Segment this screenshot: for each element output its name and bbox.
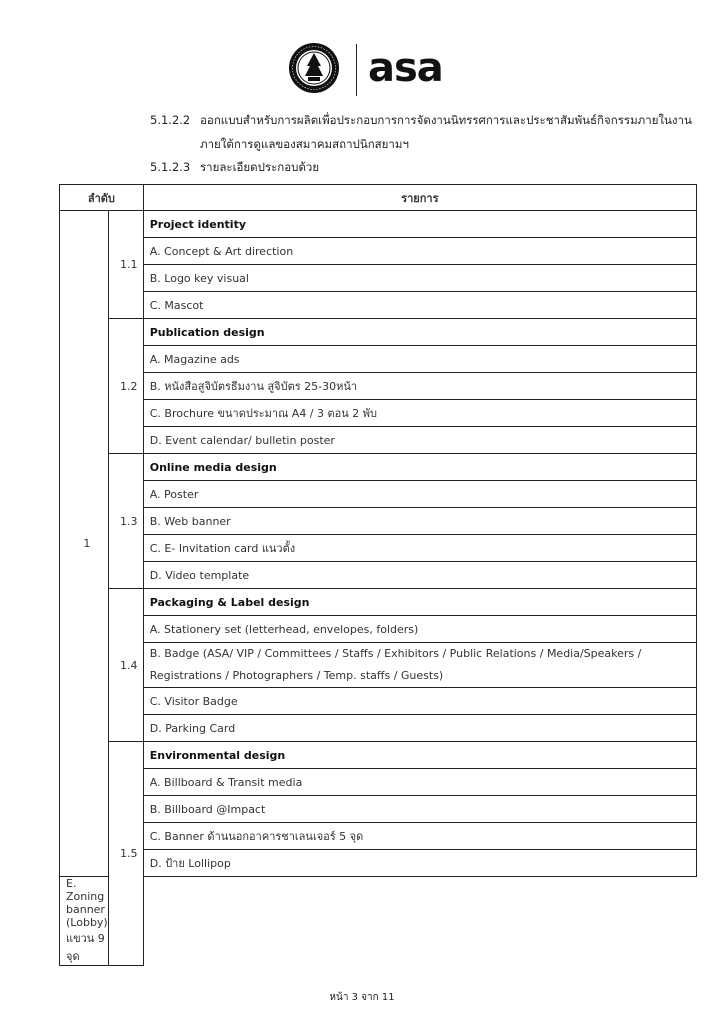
header-logos	[288, 42, 458, 102]
list-item: C. E- Invitation card แนวตั้ง	[143, 535, 696, 562]
table-row	[60, 265, 697, 292]
paragraph-text: รายละเอียดประกอบด้วย	[200, 160, 320, 174]
row-number: 1	[60, 211, 109, 877]
table-row	[60, 823, 697, 850]
table-row	[60, 589, 697, 616]
list-item: D. Video template	[143, 562, 696, 589]
table-row	[60, 481, 697, 508]
asa-logo: asa	[368, 45, 443, 91]
paragraph-5-1-2-3	[150, 159, 319, 175]
section-title: Online media design	[143, 454, 696, 481]
list-item: D. ป้าย Lollipop	[143, 850, 696, 877]
table-row	[60, 508, 697, 535]
list-item: C. Mascot	[143, 292, 696, 319]
table-row	[60, 877, 697, 966]
table-row	[60, 400, 697, 427]
paragraph-5-1-2-2	[150, 112, 692, 128]
paragraph-5-1-2-2-cont	[200, 136, 409, 152]
table-row	[60, 688, 697, 715]
table-row	[60, 535, 697, 562]
table-row	[60, 373, 697, 400]
table-row	[60, 454, 697, 481]
table-header-row	[60, 185, 697, 211]
section-number: 1.2	[108, 319, 143, 454]
list-item: C. Visitor Badge	[143, 688, 696, 715]
table-row	[60, 292, 697, 319]
table-row	[60, 562, 697, 589]
paragraph-number: 5.1.2.2	[150, 113, 191, 127]
list-item: D. Event calendar/ bulletin poster	[143, 427, 696, 454]
table-row	[60, 616, 697, 643]
list-item: B. Web banner	[143, 508, 696, 535]
table-row	[60, 850, 697, 877]
list-item: A. Poster	[143, 481, 696, 508]
list-item: B. Logo key visual	[143, 265, 696, 292]
table-row	[60, 238, 697, 265]
list-item: A. Stationery set (letterhead, envelopes, folders)	[143, 616, 696, 643]
section-number: 1.4	[108, 589, 143, 742]
header-items: รายการ	[143, 185, 696, 211]
list-item: C. Brochure ขนาดประมาณ A4 / 3 ตอน 2 พับ	[143, 400, 696, 427]
table-row	[60, 796, 697, 823]
logo-divider	[356, 44, 357, 96]
table-row	[60, 769, 697, 796]
table-row	[60, 643, 697, 688]
list-item: B. Badge (ASA/ VIP / Committees / Staffs / Exhibitors / Public Relations / Media/Speakers / Registrations / Photographers / Temp. staffs / Guests)	[143, 643, 696, 688]
table-row	[60, 346, 697, 373]
list-item: A. Billboard & Transit media	[143, 769, 696, 796]
list-item: C. Banner ด้านนอกอาคารชาเลนเจอร์ 5 จุด	[143, 823, 696, 850]
list-item: D. Parking Card	[143, 715, 696, 742]
page-number: หน้า 3 จาก 11	[329, 992, 395, 1003]
table-row	[60, 211, 697, 238]
association-seal-icon	[288, 42, 340, 94]
section-title: Publication design	[143, 319, 696, 346]
list-item: E. Zoning banner (Lobby) แขวน 9 จุด	[60, 877, 109, 966]
paragraph-number: 5.1.2.3	[150, 160, 191, 174]
list-item: A. Concept & Art direction	[143, 238, 696, 265]
table-row	[60, 427, 697, 454]
list-item: B. หนังสือสูจิบัตรธีมงาน สูจิบัตร 25-30หน้า	[143, 373, 696, 400]
list-item: A. Magazine ads	[143, 346, 696, 373]
section-title: Packaging & Label design	[143, 589, 696, 616]
table-row	[60, 319, 697, 346]
paragraph-text: ออกแบบสำหรับการผลิตเพื่อประกอบการการจัดงานนิทรรศการและประชาสัมพันธ์กิจกรรมภายในงาน	[200, 113, 692, 127]
section-number: 1.5	[108, 742, 143, 966]
table-row	[60, 715, 697, 742]
items-table	[59, 184, 697, 966]
section-title: Project identity	[143, 211, 696, 238]
header-sequence: ลำดับ	[60, 185, 144, 211]
paragraph-text: ภายใต้การดูแลของสมาคมสถาปนิกสยามฯ	[200, 137, 409, 151]
list-item: B. Billboard @Impact	[143, 796, 696, 823]
section-title: Environmental design	[143, 742, 696, 769]
section-number: 1.1	[108, 211, 143, 319]
section-number: 1.3	[108, 454, 143, 589]
table-row	[60, 742, 697, 769]
